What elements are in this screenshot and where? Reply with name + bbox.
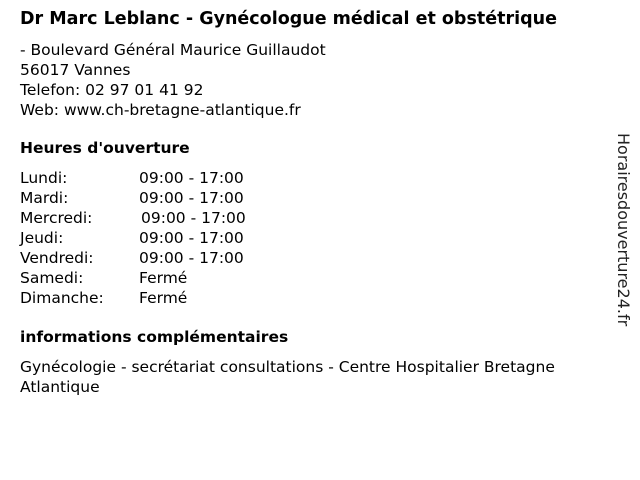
hours-row-monday	[20, 168, 612, 188]
additional-info-text: Gynécologie - secrétariat consultations - Centre Hospitalier Bretagne Atlantique	[20, 358, 555, 396]
day-label: Lundi:	[20, 169, 68, 187]
website: Web: www.ch-bretagne-atlantique.fr	[20, 101, 301, 119]
time-value: 09:00 - 17:00	[139, 249, 244, 267]
hours-row-sunday	[20, 288, 612, 308]
opening-hours-heading: Heures d'ouverture	[20, 139, 190, 157]
hours-row-friday	[20, 248, 612, 268]
time-value: 09:00 - 17:00	[139, 189, 244, 207]
address-block	[20, 40, 612, 120]
watermark-text: Horairesdouverture24.fr	[614, 133, 633, 327]
site-watermark	[612, 133, 636, 347]
time-value: Fermé	[139, 289, 188, 307]
hours-row-thursday	[20, 228, 612, 248]
street-address: - Boulevard Général Maurice Guillaudot	[20, 41, 326, 59]
day-label: Samedi:	[20, 269, 84, 287]
page-title: Dr Marc Leblanc - Gynécologue médical et obstétrique	[20, 9, 557, 29]
phone-number: Telefon: 02 97 01 41 92	[20, 81, 204, 99]
hours-row-saturday	[20, 268, 612, 288]
day-label: Dimanche:	[20, 289, 104, 307]
city: 56017 Vannes	[20, 61, 131, 79]
hours-row-wednesday	[20, 208, 612, 228]
time-value: 09:00 - 17:00	[139, 169, 244, 187]
opening-hours-table	[20, 168, 612, 308]
listing-card	[20, 8, 612, 397]
day-label: Mardi:	[20, 189, 69, 207]
time-value: Fermé	[139, 269, 188, 287]
hours-row-tuesday	[20, 188, 612, 208]
day-label: Jeudi:	[20, 229, 64, 247]
time-value: 09:00 - 17:00	[141, 209, 246, 227]
time-value: 09:00 - 17:00	[139, 229, 244, 247]
day-label: Mercredi:	[20, 209, 93, 227]
additional-info-heading: informations complémentaires	[20, 328, 289, 346]
day-label: Vendredi:	[20, 249, 94, 267]
